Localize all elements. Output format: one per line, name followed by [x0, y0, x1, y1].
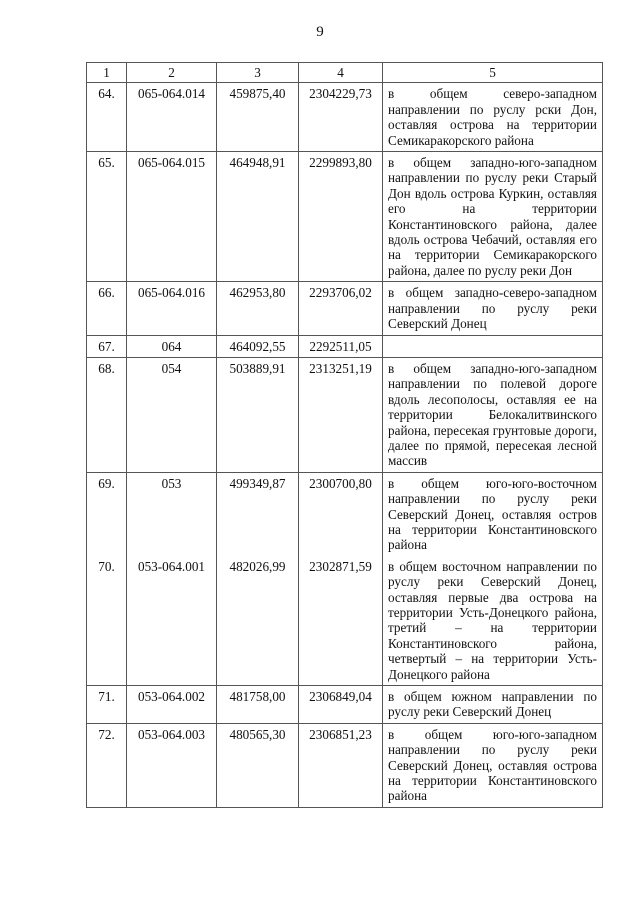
column-header: 5	[383, 63, 603, 83]
table-row	[87, 152, 603, 282]
boundary-description: в общем юго-юго-западном направлении по руслу реки Северский Донец, оставляя острова на территории Константиновского района	[383, 723, 603, 807]
point-id: 065-064.014	[127, 83, 217, 152]
boundary-description	[383, 335, 603, 357]
coordinate-x: 480565,30	[217, 723, 299, 807]
column-header: 3	[217, 63, 299, 83]
column-header: 1	[87, 63, 127, 83]
table-row	[87, 556, 603, 686]
boundary-description: в общем западно-юго-западном направлении по руслу реки Старый Дон вдоль острова Куркин, оставляя его на территории Константиновского района, далее вдоль острова Чебачий, оставляя его на территории Семикаракорского района, далее по руслу реки Дон	[383, 152, 603, 282]
row-number: 68.	[87, 357, 127, 472]
row-number: 69.	[87, 472, 127, 556]
coordinate-y: 2302871,59	[299, 556, 383, 686]
coordinate-x: 464092,55	[217, 335, 299, 357]
point-id: 053-064.001	[127, 556, 217, 686]
coordinate-y: 2293706,02	[299, 282, 383, 335]
row-number: 65.	[87, 152, 127, 282]
coordinate-x: 462953,80	[217, 282, 299, 335]
boundary-points-table	[86, 62, 603, 808]
column-header: 4	[299, 63, 383, 83]
column-header: 2	[127, 63, 217, 83]
page-number: 9	[316, 24, 324, 40]
table-row	[87, 723, 603, 807]
table-header-row	[87, 63, 603, 83]
point-id: 064	[127, 335, 217, 357]
boundary-description: в общем южном направлении по руслу реки Северский Донец	[383, 686, 603, 724]
point-id: 053	[127, 472, 217, 556]
boundary-description: в общем юго-юго-восточном направлении по руслу реки Северский Донец, оставляя остров на территории Константиновского района	[383, 472, 603, 556]
row-number: 64.	[87, 83, 127, 152]
row-number: 67.	[87, 335, 127, 357]
table-row	[87, 83, 603, 152]
point-id: 054	[127, 357, 217, 472]
point-id: 053-064.003	[127, 723, 217, 807]
boundary-description: в общем западно-северо-западном направлении по руслу реки Северский Донец	[383, 282, 603, 335]
coordinate-y: 2300700,80	[299, 472, 383, 556]
row-number: 72.	[87, 723, 127, 807]
boundary-description: в общем северо-западном направлении по руслу рски Дон, оставляя острова на территории Семикаракорского района	[383, 83, 603, 152]
boundary-description: в общем восточном направлении по руслу реки Северский Донец, оставляя первые два острова на территории Усть-Донецкого района, третий – на территории Константиновского района, четвертый – на территории Усть-Донецкого района	[383, 556, 603, 686]
row-number: 70.	[87, 556, 127, 686]
coordinate-x: 459875,40	[217, 83, 299, 152]
coordinate-y: 2292511,05	[299, 335, 383, 357]
coordinate-x: 499349,87	[217, 472, 299, 556]
coordinate-x: 481758,00	[217, 686, 299, 724]
table-row	[87, 335, 603, 357]
table-row	[87, 686, 603, 724]
coordinate-y: 2313251,19	[299, 357, 383, 472]
table-row	[87, 472, 603, 556]
coordinate-x: 464948,91	[217, 152, 299, 282]
coordinate-x: 503889,91	[217, 357, 299, 472]
point-id: 053-064.002	[127, 686, 217, 724]
coordinate-y: 2306849,04	[299, 686, 383, 724]
coordinate-y: 2304229,73	[299, 83, 383, 152]
table-row	[87, 282, 603, 335]
row-number: 66.	[87, 282, 127, 335]
coordinate-y: 2299893,80	[299, 152, 383, 282]
point-id: 065-064.016	[127, 282, 217, 335]
row-number: 71.	[87, 686, 127, 724]
point-id: 065-064.015	[127, 152, 217, 282]
table-row	[87, 357, 603, 472]
coordinate-y: 2306851,23	[299, 723, 383, 807]
coordinate-x: 482026,99	[217, 556, 299, 686]
boundary-description: в общем западно-юго-западном направлении по полевой дороге вдоль лесополосы, оставляя ее на территории Белокалитвинского района, пересекая грунтовые дороги, далее по прямой, пересекая лесной массив	[383, 357, 603, 472]
